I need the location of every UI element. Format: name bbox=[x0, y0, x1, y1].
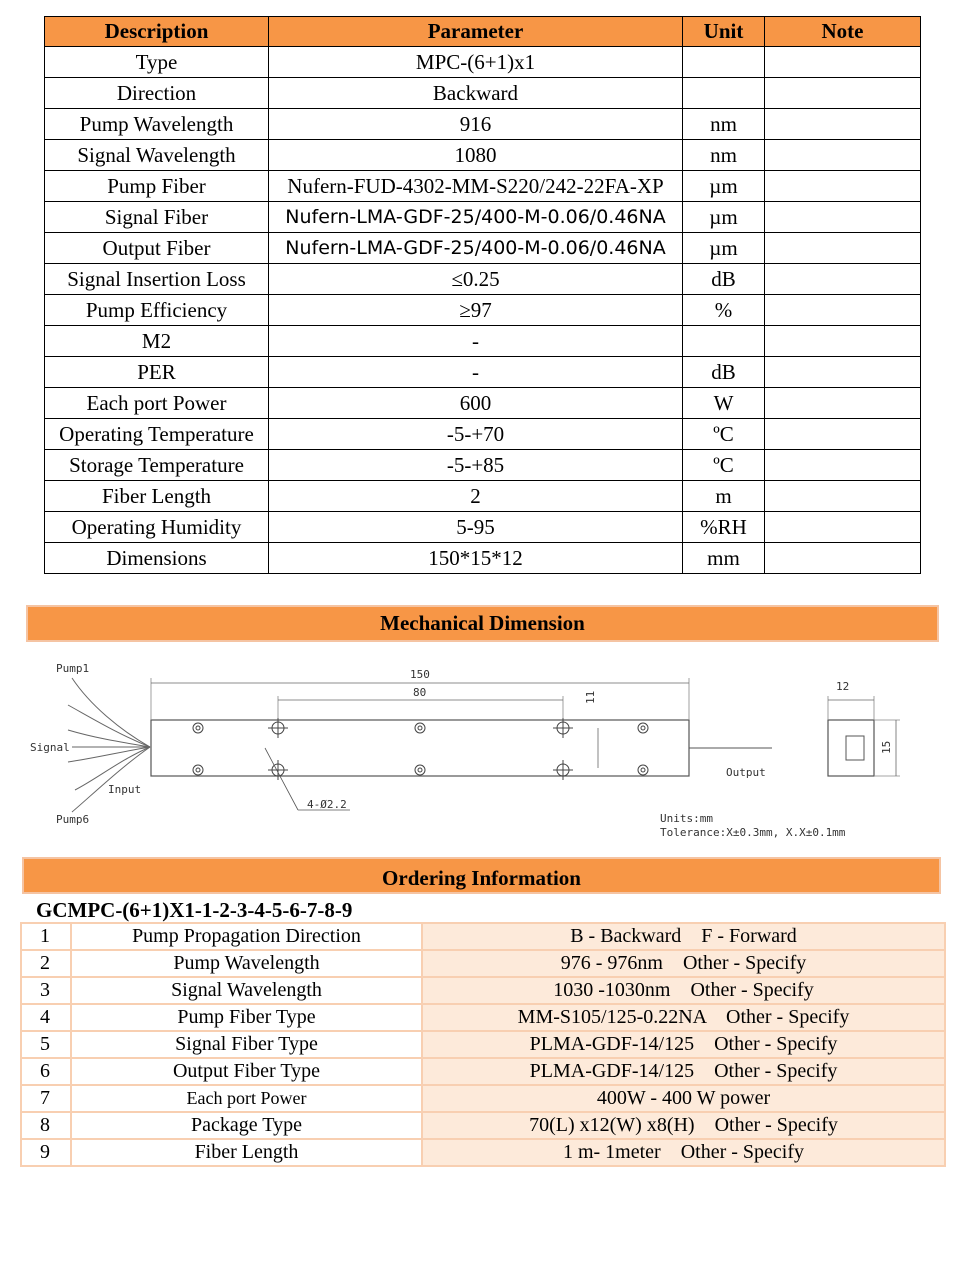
cell-note bbox=[765, 450, 921, 481]
table-row bbox=[21, 1031, 945, 1058]
cell-note bbox=[765, 171, 921, 202]
cell-description: Pump Efficiency bbox=[45, 295, 269, 326]
cell-note bbox=[765, 264, 921, 295]
cell-note bbox=[765, 481, 921, 512]
order-options: MM-S105/125-0.22NA Other - Specify bbox=[422, 1004, 945, 1031]
cell-unit: dB bbox=[683, 264, 765, 295]
label-length-80: 80 bbox=[413, 686, 427, 699]
order-num: 2 bbox=[21, 950, 71, 977]
cell-unit: ºC bbox=[683, 419, 765, 450]
cell-parameter: ≥97 bbox=[269, 295, 683, 326]
table-row bbox=[45, 78, 921, 109]
cell-note bbox=[765, 78, 921, 109]
header-parameter: Parameter bbox=[269, 17, 683, 47]
order-num: 4 bbox=[21, 1004, 71, 1031]
label-hole-spec: 4-Ø2.2 bbox=[307, 798, 347, 811]
cell-description: Storage Temperature bbox=[45, 450, 269, 481]
label-units: Units:mm bbox=[660, 812, 713, 825]
mechanical-dimension-header: Mechanical Dimension bbox=[26, 605, 939, 642]
cell-description: Signal Wavelength bbox=[45, 140, 269, 171]
label-output: Output bbox=[726, 766, 766, 779]
order-desc: Output Fiber Type bbox=[71, 1058, 422, 1085]
spec-header-row bbox=[45, 17, 921, 47]
cell-note bbox=[765, 419, 921, 450]
table-row bbox=[45, 388, 921, 419]
ordering-table bbox=[20, 922, 946, 1167]
order-options: 976 - 976nm Other - Specify bbox=[422, 950, 945, 977]
label-input: Input bbox=[108, 783, 142, 796]
label-height-15: 15 bbox=[880, 740, 893, 754]
cell-unit bbox=[683, 47, 765, 78]
label-tolerance: Tolerance:X±0.3mm, X.X±0.1mm bbox=[660, 826, 846, 839]
table-row bbox=[45, 512, 921, 543]
cell-note bbox=[765, 388, 921, 419]
cell-unit: mm bbox=[683, 543, 765, 574]
table-row bbox=[45, 109, 921, 140]
order-options: PLMA-GDF-14/125 Other - Specify bbox=[422, 1031, 945, 1058]
cell-description: Type bbox=[45, 47, 269, 78]
cell-description: Output Fiber bbox=[45, 233, 269, 264]
cell-note bbox=[765, 295, 921, 326]
mechanical-drawing bbox=[20, 650, 900, 850]
cell-note bbox=[765, 357, 921, 388]
cell-parameter: Nufern-LMA-GDF-25/400-M-0.06/0.46NA bbox=[269, 233, 683, 264]
ordering-code: GCMPC-(6+1)X1-1-2-3-4-5-6-7-8-9 bbox=[36, 898, 353, 922]
cell-description: Operating Temperature bbox=[45, 419, 269, 450]
table-row bbox=[45, 47, 921, 78]
cell-description: Signal Fiber bbox=[45, 202, 269, 233]
cell-parameter: ≤0.25 bbox=[269, 264, 683, 295]
cell-note bbox=[765, 47, 921, 78]
header-note: Note bbox=[765, 17, 921, 47]
cell-parameter: MPC-(6+1)x1 bbox=[269, 47, 683, 78]
cell-description: PER bbox=[45, 357, 269, 388]
cell-unit bbox=[683, 78, 765, 109]
cell-note bbox=[765, 512, 921, 543]
cell-unit bbox=[683, 326, 765, 357]
table-row bbox=[21, 923, 945, 950]
table-row bbox=[45, 450, 921, 481]
header-unit: Unit bbox=[683, 17, 765, 47]
cell-unit: nm bbox=[683, 109, 765, 140]
table-row bbox=[45, 357, 921, 388]
order-desc: Fiber Length bbox=[71, 1139, 422, 1166]
table-row bbox=[21, 977, 945, 1004]
header-description: Description bbox=[45, 17, 269, 47]
order-desc: Signal Wavelength bbox=[71, 977, 422, 1004]
cell-parameter: 150*15*12 bbox=[269, 543, 683, 574]
cell-note bbox=[765, 233, 921, 264]
order-desc: Pump Wavelength bbox=[71, 950, 422, 977]
cell-description: Pump Wavelength bbox=[45, 109, 269, 140]
order-desc: Signal Fiber Type bbox=[71, 1031, 422, 1058]
cell-description: Direction bbox=[45, 78, 269, 109]
cell-parameter: Backward bbox=[269, 78, 683, 109]
table-row bbox=[21, 950, 945, 977]
order-options: 1030 -1030nm Other - Specify bbox=[422, 977, 945, 1004]
cell-parameter: Nufern-LMA-GDF-25/400-M-0.06/0.46NA bbox=[269, 202, 683, 233]
cell-note bbox=[765, 140, 921, 171]
cell-unit: %RH bbox=[683, 512, 765, 543]
cell-description: Pump Fiber bbox=[45, 171, 269, 202]
table-row bbox=[21, 1085, 945, 1112]
order-desc: Each port Power bbox=[71, 1085, 422, 1112]
cell-unit: µm bbox=[683, 202, 765, 233]
label-length-150: 150 bbox=[410, 668, 430, 681]
order-options: 400W - 400 W power bbox=[422, 1085, 945, 1112]
order-desc: Pump Fiber Type bbox=[71, 1004, 422, 1031]
cell-unit: m bbox=[683, 481, 765, 512]
side-view bbox=[828, 720, 874, 776]
ordering-information-header: Ordering Information bbox=[22, 857, 941, 894]
cell-unit: dB bbox=[683, 357, 765, 388]
cell-note bbox=[765, 326, 921, 357]
table-row bbox=[21, 1004, 945, 1031]
label-width-12: 12 bbox=[836, 680, 850, 693]
table-row bbox=[45, 326, 921, 357]
label-signal: Signal bbox=[30, 741, 70, 754]
cell-parameter: 916 bbox=[269, 109, 683, 140]
table-row bbox=[45, 295, 921, 326]
cell-note bbox=[765, 202, 921, 233]
cell-unit: nm bbox=[683, 140, 765, 171]
table-row bbox=[45, 171, 921, 202]
order-num: 7 bbox=[21, 1085, 71, 1112]
cell-parameter: -5-+85 bbox=[269, 450, 683, 481]
order-num: 9 bbox=[21, 1139, 71, 1166]
table-row bbox=[21, 1058, 945, 1085]
table-row bbox=[45, 140, 921, 171]
cell-description: Operating Humidity bbox=[45, 512, 269, 543]
cell-unit: µm bbox=[683, 171, 765, 202]
table-row bbox=[45, 481, 921, 512]
cell-description: Signal Insertion Loss bbox=[45, 264, 269, 295]
label-dim-11: 11 bbox=[584, 690, 597, 704]
order-desc: Pump Propagation Direction bbox=[71, 923, 422, 950]
cell-description: M2 bbox=[45, 326, 269, 357]
cell-description: Fiber Length bbox=[45, 481, 269, 512]
cell-parameter: 5-95 bbox=[269, 512, 683, 543]
cell-parameter: 1080 bbox=[269, 140, 683, 171]
table-row bbox=[45, 264, 921, 295]
label-pump1: Pump1 bbox=[56, 662, 90, 675]
cell-unit: W bbox=[683, 388, 765, 419]
cell-parameter: 2 bbox=[269, 481, 683, 512]
cell-parameter: - bbox=[269, 357, 683, 388]
cell-note bbox=[765, 109, 921, 140]
order-options: B - Backward F - Forward bbox=[422, 923, 945, 950]
order-options: 70(L) x12(W) x8(H) Other - Specify bbox=[422, 1112, 945, 1139]
table-row bbox=[21, 1112, 945, 1139]
cell-parameter: Nufern-FUD-4302-MM-S220/242-22FA-XP bbox=[269, 171, 683, 202]
order-options: 1 m- 1meter Other - Specify bbox=[422, 1139, 945, 1166]
order-num: 6 bbox=[21, 1058, 71, 1085]
cell-unit: ºC bbox=[683, 450, 765, 481]
order-options: PLMA-GDF-14/125 Other - Specify bbox=[422, 1058, 945, 1085]
cell-parameter: 600 bbox=[269, 388, 683, 419]
table-row bbox=[21, 1139, 945, 1166]
cell-note bbox=[765, 543, 921, 574]
table-row bbox=[45, 419, 921, 450]
label-pump6: Pump6 bbox=[56, 813, 90, 826]
cell-description: Dimensions bbox=[45, 543, 269, 574]
table-row bbox=[45, 233, 921, 264]
spec-table bbox=[44, 16, 921, 574]
order-num: 5 bbox=[21, 1031, 71, 1058]
cell-description: Each port Power bbox=[45, 388, 269, 419]
order-num: 3 bbox=[21, 977, 71, 1004]
cell-unit: % bbox=[683, 295, 765, 326]
table-row bbox=[45, 202, 921, 233]
cell-parameter: - bbox=[269, 326, 683, 357]
order-num: 1 bbox=[21, 923, 71, 950]
order-num: 8 bbox=[21, 1112, 71, 1139]
table-row bbox=[45, 543, 921, 574]
cell-unit: µm bbox=[683, 233, 765, 264]
cell-parameter: -5-+70 bbox=[269, 419, 683, 450]
order-desc: Package Type bbox=[71, 1112, 422, 1139]
